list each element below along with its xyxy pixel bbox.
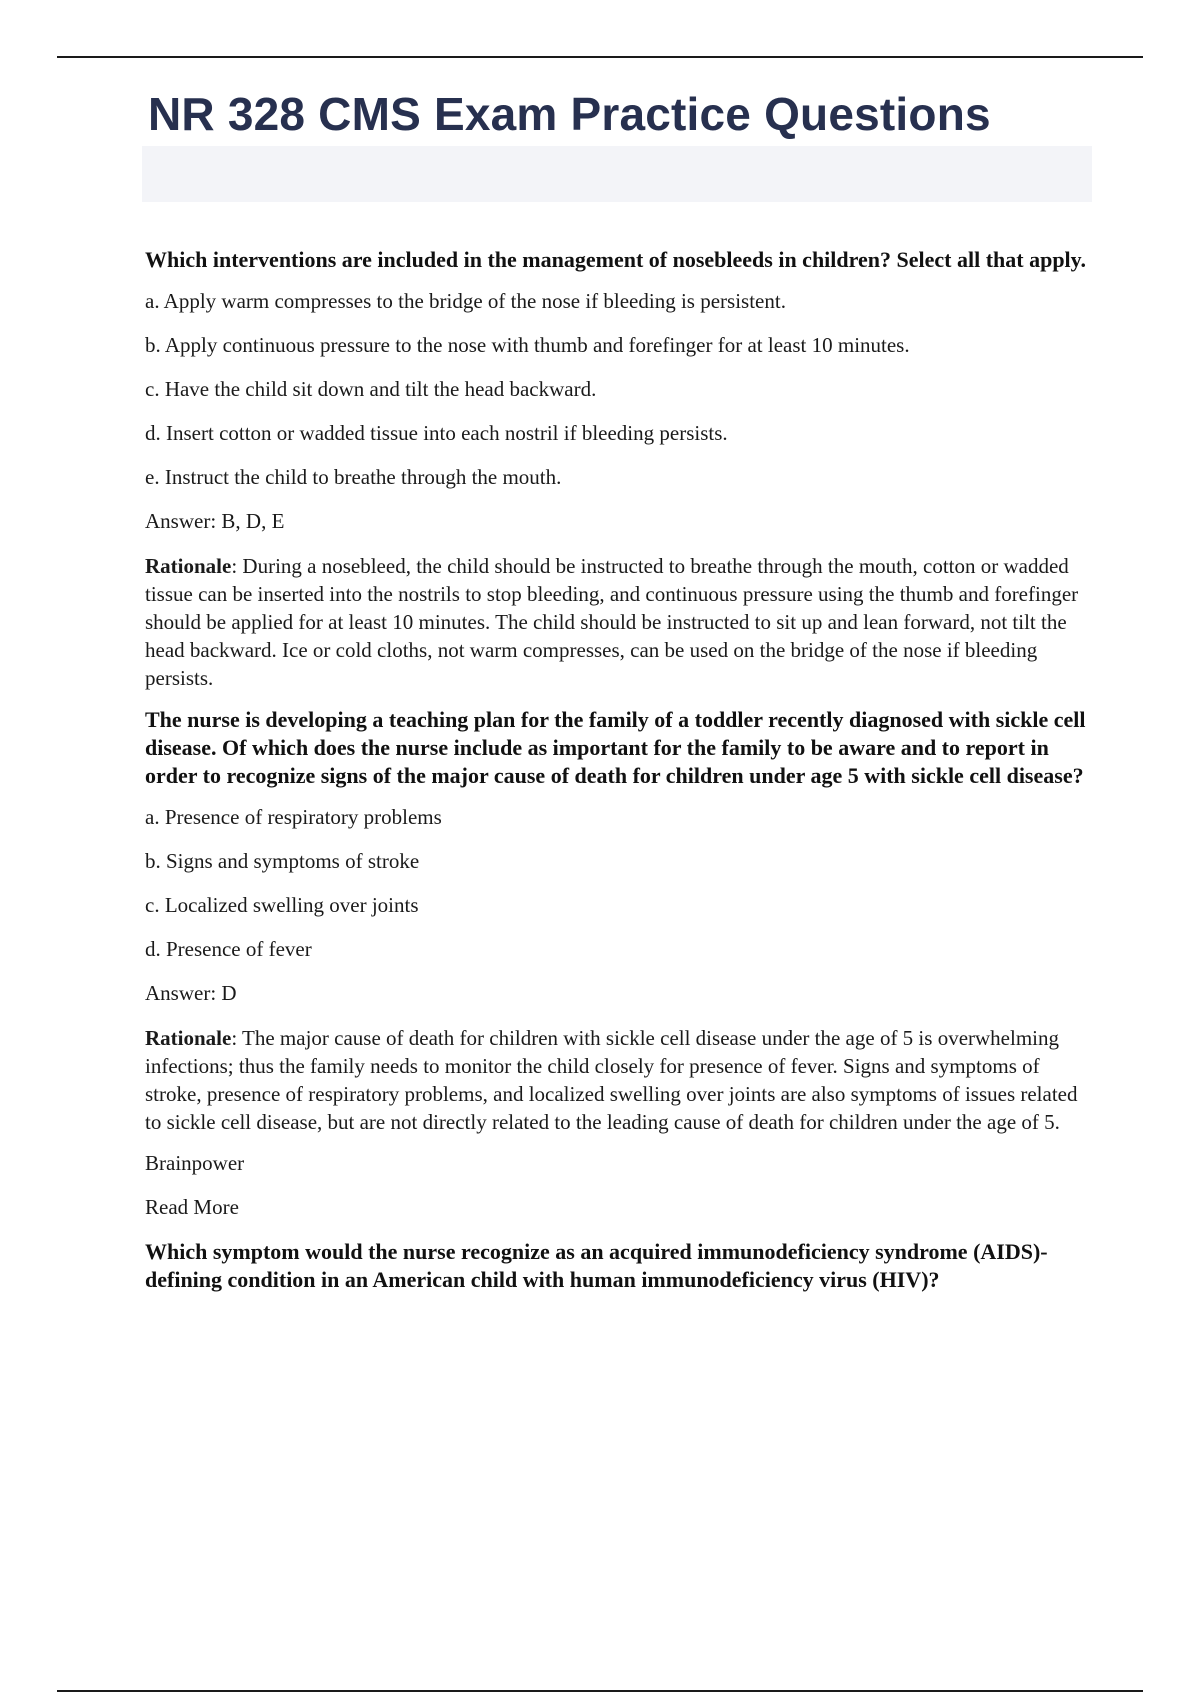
read-more-link[interactable]: Read More — [145, 1195, 239, 1219]
question-2-answer: Answer: D — [145, 981, 237, 1005]
question-1-rationale-label: Rationale — [145, 554, 232, 578]
document-body — [145, 246, 1095, 1308]
question-2-option-a: a. Presence of respiratory problems — [145, 805, 442, 829]
question-1-option-d: d. Insert cotton or wadded tissue into each nostril if bleeding persists. — [145, 421, 728, 445]
question-1-option-c: c. Have the child sit down and tilt the head backward. — [145, 377, 597, 401]
question-1-answer: Answer: B, D, E — [145, 509, 285, 533]
question-2-option-c: c. Localized swelling over joints — [145, 893, 419, 917]
question-2-option-b: b. Signs and symptoms of stroke — [145, 849, 420, 873]
question-3-text: Which symptom would the nurse recognize as an acquired immunodeficiency syndrome (AIDS)-defining condition in an American child with human immunodeficiency virus (HIV)? — [145, 1239, 1048, 1292]
page-title: NR 328 CMS Exam Practice Questions — [148, 88, 991, 140]
question-block-1 — [145, 246, 1095, 692]
top-rule — [57, 56, 1143, 58]
question-2-text: The nurse is developing a teaching plan for the family of a toddler recently diagnosed with sickle cell disease. Of which does the nurse include as important for the family to be aware and to report in order to recognize signs of the major cause of death for children under age 5 with sickle cell disease? — [145, 707, 1086, 788]
question-2-rationale-text: : The major cause of death for children with sickle cell disease under the age of 5 is overwhelming infections; thus the family needs to monitor the child closely for presence of fever. Signs and symptoms of stroke, presence of respiratory problems, and localized swelling over joints are also symptoms of issues related to sickle cell disease, but are not directly related to the leading cause of death for children under the age of 5. — [145, 1026, 1078, 1134]
question-2-option-d: d. Presence of fever — [145, 937, 312, 961]
title-band — [142, 146, 1092, 202]
question-1-option-a: a. Apply warm compresses to the bridge of the nose if bleeding is persistent. — [145, 289, 786, 313]
brainpower-label: Brainpower — [145, 1151, 245, 1175]
question-1-option-b: b. Apply continuous pressure to the nose with thumb and forefinger for at least 10 minutes. — [145, 333, 910, 357]
question-1-rationale — [145, 552, 1095, 692]
question-1-option-e: e. Instruct the child to breathe through the mouth. — [145, 465, 562, 489]
question-2-rationale-label: Rationale — [145, 1026, 232, 1050]
bottom-rule — [57, 1690, 1143, 1692]
question-2-rationale — [145, 1024, 1095, 1136]
question-1-rationale-text: : During a nosebleed, the child should be instructed to breathe through the mouth, cotton or wadded tissue can be inserted into the nostrils to stop bleeding, and continuous pressure using the thumb and forefinger should be applied for at least 10 minutes. The child should be instructed to sit up and lean forward, not tilt the head backward. Ice or cold cloths, not warm compresses, can be used on the bridge of the nose if bleeding persists. — [145, 554, 1079, 690]
question-1-text: Which interventions are included in the management of nosebleeds in children? Select all that apply. — [145, 247, 1086, 272]
question-block-2 — [145, 706, 1095, 1136]
question-block-3 — [145, 1238, 1095, 1294]
